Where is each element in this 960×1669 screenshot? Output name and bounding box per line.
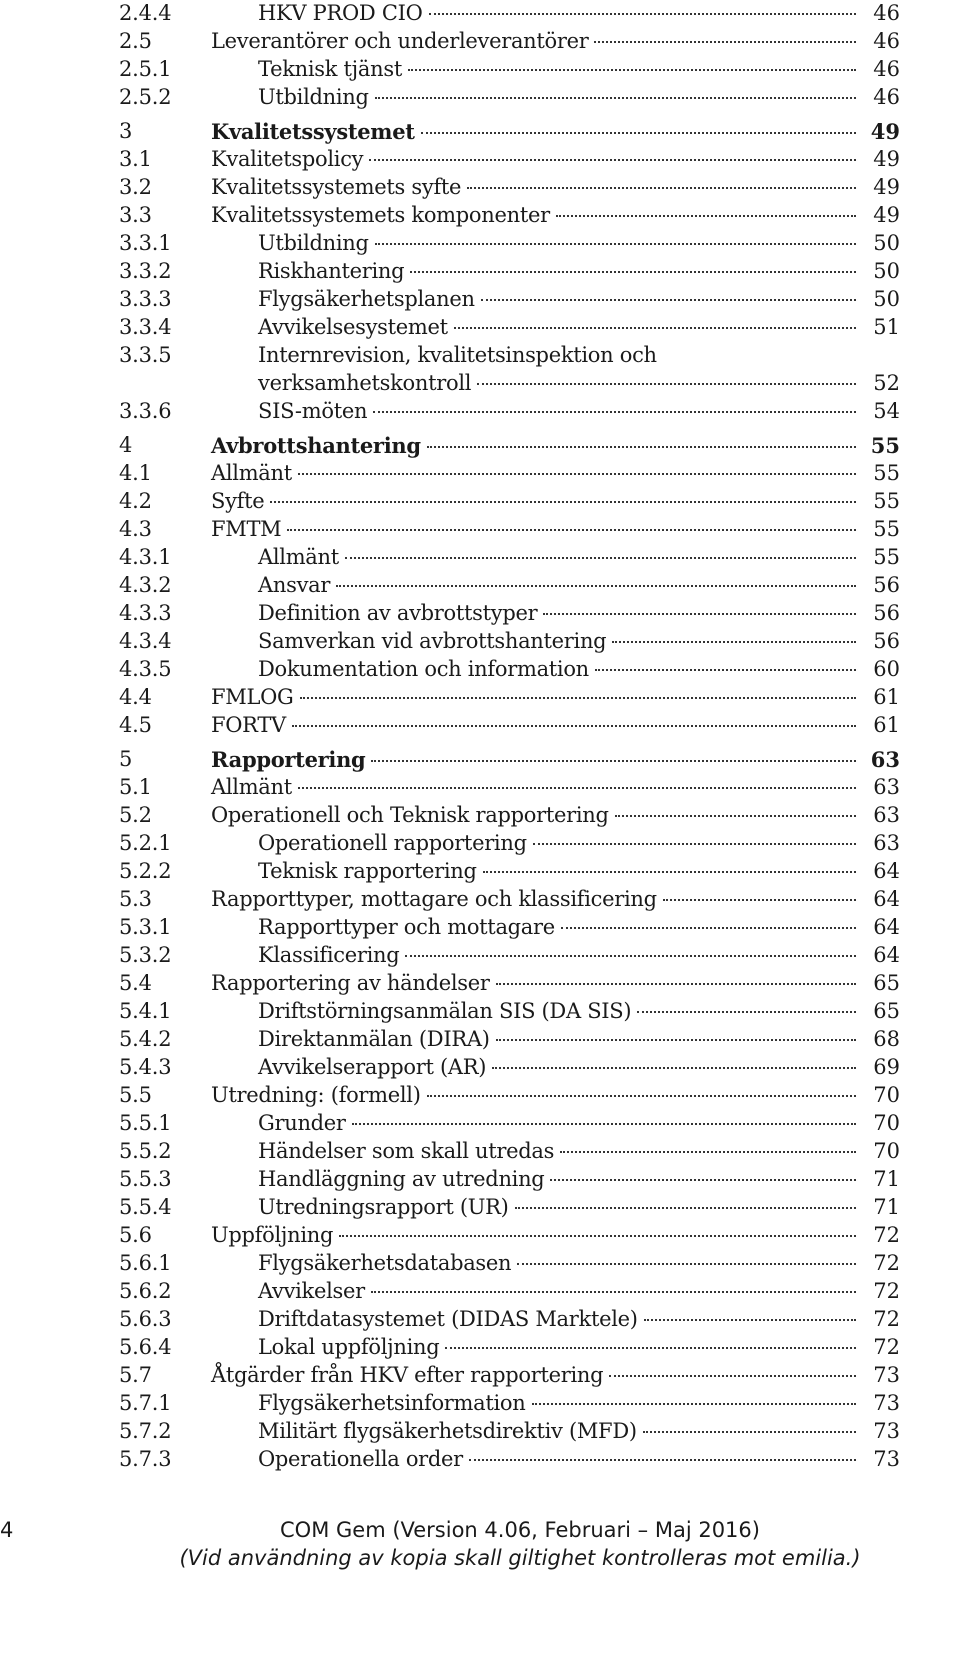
toc-entry-title: Flygsäkerhetsplanen [258, 287, 475, 311]
toc-entry[interactable] [119, 773, 900, 802]
dot-leader [550, 1179, 856, 1181]
dot-leader [371, 1291, 856, 1293]
toc-entry-number: 5.7.1 [119, 1391, 172, 1415]
toc-entry[interactable] [119, 117, 900, 146]
toc-entry-title: Direktanmälan (DIRA) [258, 1027, 490, 1051]
toc-entry[interactable] [119, 369, 900, 398]
toc-entry-title: FORTV [211, 713, 286, 737]
toc-entry-page: 46 [873, 57, 900, 81]
toc-entry[interactable] [119, 1193, 900, 1222]
toc-entry[interactable] [119, 173, 900, 202]
document-title: COM Gem (Version 4.06, Februari – Maj 2016) [280, 1518, 760, 1542]
dot-leader [643, 1431, 856, 1433]
toc-entry-page: 65 [873, 971, 900, 995]
toc-entry[interactable] [119, 341, 900, 370]
toc-entry-title: Kvalitetssystemet [211, 119, 415, 144]
toc-entry-title: Driftdatasystemet (DIDAS Marktele) [258, 1307, 638, 1331]
toc-entry-title: Allmänt [258, 545, 339, 569]
toc-entry[interactable] [119, 655, 900, 684]
toc-entry[interactable] [119, 1081, 900, 1110]
toc-entry-number: 5.3.1 [119, 915, 172, 939]
toc-entry-number: 5.7.2 [119, 1419, 172, 1443]
toc-entry-title: verksamhetskontroll [258, 371, 472, 395]
dot-leader [292, 725, 856, 727]
dot-leader [594, 41, 856, 43]
toc-entry[interactable] [119, 397, 900, 426]
toc-entry-page: 54 [873, 399, 900, 423]
toc-entry[interactable] [119, 1165, 900, 1194]
dot-leader [369, 159, 856, 161]
toc-entry-page: 69 [873, 1055, 900, 1079]
toc-entry-title: Kvalitetssystemets syfte [211, 175, 462, 199]
dot-leader [339, 1235, 856, 1237]
toc-entry-number: 4.3.3 [119, 601, 172, 625]
toc-entry-title: Allmänt [211, 461, 292, 485]
toc-entry-title: Syfte [211, 489, 265, 513]
toc-entry-title: Rapporttyper och mottagare [258, 915, 555, 939]
toc-entry-page: 56 [873, 573, 900, 597]
toc-entry-number: 2.5 [119, 29, 152, 53]
toc-entry-page: 50 [873, 287, 900, 311]
toc-entry-title: Militärt flygsäkerhetsdirektiv (MFD) [258, 1419, 637, 1443]
toc-entry-page: 72 [873, 1223, 900, 1247]
toc-entry[interactable] [119, 1025, 900, 1054]
toc-entry-number: 5.5.1 [119, 1111, 172, 1135]
dot-leader [556, 215, 856, 217]
toc-entry-page: 72 [873, 1279, 900, 1303]
toc-entry-page: 56 [873, 601, 900, 625]
toc-entry-page: 55 [873, 461, 900, 485]
toc-entry-page: 73 [873, 1363, 900, 1387]
toc-entry-page: 52 [873, 371, 900, 395]
dot-leader [663, 899, 856, 901]
toc-entry[interactable] [119, 83, 900, 112]
toc-entry-page: 64 [873, 887, 900, 911]
toc-entry[interactable] [119, 515, 900, 544]
dot-leader [427, 1095, 856, 1097]
toc-entry-number: 2.5.2 [119, 85, 172, 109]
toc-entry[interactable] [119, 997, 900, 1026]
dot-leader [612, 641, 856, 643]
dot-leader [375, 243, 856, 245]
toc-entry[interactable] [119, 969, 900, 998]
toc-entry-title: FMTM [211, 517, 282, 541]
toc-entry[interactable] [119, 857, 900, 886]
toc-entry-number: 5 [119, 747, 133, 771]
toc-entry-number: 2.4.4 [119, 1, 172, 25]
toc-entry-number: 5.5 [119, 1083, 152, 1107]
toc-entry-number: 5.5.3 [119, 1167, 172, 1191]
toc-entry-page: 63 [873, 831, 900, 855]
toc-entry[interactable] [119, 27, 900, 56]
toc-entry-title: Handläggning av utredning [258, 1167, 545, 1191]
toc-entry-number: 5.1 [119, 775, 152, 799]
toc-entry-number: 3.3.6 [119, 399, 172, 423]
dot-leader [644, 1319, 856, 1321]
dot-leader [300, 697, 856, 699]
dot-leader [298, 473, 856, 475]
toc-entry[interactable] [119, 55, 900, 84]
dot-leader [467, 187, 856, 189]
toc-entry-number: 5.3 [119, 887, 152, 911]
toc-entry[interactable] [119, 487, 900, 516]
dot-leader [375, 97, 856, 99]
toc-entry-page: 64 [873, 915, 900, 939]
toc-entry-page: 64 [873, 943, 900, 967]
dot-leader [615, 815, 856, 817]
toc-entry-title: Samverkan vid avbrottshantering [258, 629, 607, 653]
toc-entry-page: 49 [873, 203, 900, 227]
toc-entry-number: 5.2 [119, 803, 152, 827]
toc-entry-title: Allmänt [211, 775, 292, 799]
toc-entry-page: 50 [873, 259, 900, 283]
toc-entry-title: Driftstörningsanmälan SIS (DA SIS) [258, 999, 632, 1023]
toc-entry-title: Utbildning [258, 85, 369, 109]
validity-notice: (Vid användning av kopia skall giltighet kontrolleras mot emilia.) [179, 1546, 861, 1570]
toc-entry-number: 5.6 [119, 1223, 152, 1247]
toc-entry-title: HKV PROD CIO [258, 1, 423, 25]
toc-entry-number: 5.4 [119, 971, 152, 995]
toc-entry-title: Händelser som skall utredas [258, 1139, 555, 1163]
toc-entry-number: 5.5.4 [119, 1195, 172, 1219]
dot-leader [477, 383, 856, 385]
dot-leader [517, 1263, 856, 1265]
toc-entry[interactable] [119, 0, 900, 28]
toc-entry-number: 3.1 [119, 147, 152, 171]
dot-leader [373, 411, 856, 413]
toc-entry-number: 5.6.3 [119, 1307, 172, 1331]
toc-entry-title: Klassificering [258, 943, 400, 967]
toc-entry-page: 65 [873, 999, 900, 1023]
toc-entry-page: 61 [873, 685, 900, 709]
toc-entry-page: 70 [873, 1139, 900, 1163]
toc-entry-title: Kvalitetspolicy [211, 147, 364, 171]
toc-entry-title: Flygsäkerhetsdatabasen [258, 1251, 512, 1275]
toc-entry-title: Avvikelsesystemet [258, 315, 448, 339]
toc-entry-title: Avvikelserapport (AR) [258, 1055, 487, 1079]
toc-entry[interactable] [119, 145, 900, 174]
toc-entry[interactable] [119, 829, 900, 858]
toc-entry-page: 49 [873, 147, 900, 171]
toc-entry[interactable] [119, 885, 900, 914]
toc-entry-title: Operationell och Teknisk rapportering [211, 803, 609, 827]
toc-entry[interactable] [119, 1053, 900, 1082]
dot-leader [421, 132, 856, 134]
dot-leader [496, 983, 856, 985]
toc-entry[interactable] [119, 543, 900, 572]
toc-entry-number: 5.7 [119, 1363, 152, 1387]
toc-entry-title: Grunder [258, 1111, 346, 1135]
toc-entry-title: Utbildning [258, 231, 369, 255]
toc-entry[interactable] [119, 1249, 900, 1278]
toc-entry-title: Operationell rapportering [258, 831, 527, 855]
dot-leader [287, 529, 856, 531]
dot-leader [336, 585, 856, 587]
toc-entry[interactable] [119, 313, 900, 342]
toc-entry[interactable] [119, 1445, 900, 1474]
toc-entry-page: 55 [873, 545, 900, 569]
toc-entry-title: Teknisk tjänst [258, 57, 402, 81]
dot-leader [408, 69, 856, 71]
toc-entry[interactable] [119, 431, 900, 460]
toc-entry[interactable] [119, 1221, 900, 1250]
toc-entry-number: 4.4 [119, 685, 152, 709]
toc-entry-number: 5.5.2 [119, 1139, 172, 1163]
dot-leader [533, 843, 856, 845]
toc-entry-number: 3.3.5 [119, 343, 172, 367]
dot-leader [410, 271, 856, 273]
toc-entry-page: 49 [870, 119, 900, 144]
dot-leader [483, 871, 856, 873]
toc-entry[interactable] [119, 1277, 900, 1306]
toc-entry-title: Flygsäkerhetsinformation [258, 1391, 526, 1415]
toc-entry-page: 73 [873, 1447, 900, 1471]
toc-entry-number: 3.3.2 [119, 259, 172, 283]
toc-entry[interactable] [119, 459, 900, 488]
toc-entry-number: 3.3.1 [119, 231, 172, 255]
dot-leader [454, 327, 856, 329]
toc-entry-page: 68 [873, 1027, 900, 1051]
toc-entry-number: 4.3.2 [119, 573, 172, 597]
toc-entry-number: 4 [119, 433, 133, 457]
toc-entry[interactable] [119, 1137, 900, 1166]
toc-entry-number: 4.3.4 [119, 629, 172, 653]
toc-entry-number: 3.3.4 [119, 315, 172, 339]
toc-entry-page: 50 [873, 231, 900, 255]
dot-leader [345, 557, 856, 559]
toc-entry-title: Rapportering av händelser [211, 971, 490, 995]
toc-entry[interactable] [119, 285, 900, 314]
toc-entry[interactable] [119, 1109, 900, 1138]
toc-entry-title: Rapporttyper, mottagare och klassificering [211, 887, 657, 911]
toc-entry-title: SIS-möten [258, 399, 368, 423]
toc-entry-title: Avbrottshantering [211, 433, 421, 458]
toc-entry-number: 4.1 [119, 461, 152, 485]
toc-entry-page: 71 [873, 1167, 900, 1191]
dot-leader [543, 613, 856, 615]
toc-entry[interactable] [119, 1305, 900, 1334]
toc-entry-page: 55 [873, 489, 900, 513]
toc-entry-page: 72 [873, 1307, 900, 1331]
toc-entry-page: 70 [873, 1083, 900, 1107]
toc-entry-title: Riskhantering [258, 259, 405, 283]
dot-leader [298, 787, 856, 789]
toc-entry-page: 73 [873, 1419, 900, 1443]
toc-entry-title: Dokumentation och information [258, 657, 589, 681]
toc-entry-number: 3.3 [119, 203, 152, 227]
toc-entry-title: Utredningsrapport (UR) [258, 1195, 509, 1219]
toc-entry-title: Lokal uppföljning [258, 1335, 440, 1359]
toc-entry-title: Uppföljning [211, 1223, 334, 1247]
toc-entry-number: 2.5.1 [119, 57, 172, 81]
dot-leader [481, 299, 856, 301]
dot-leader [532, 1403, 856, 1405]
toc-entry[interactable] [119, 801, 900, 830]
toc-entry-page: 72 [873, 1335, 900, 1359]
toc-entry-page: 55 [870, 433, 900, 458]
toc-entry-number: 4.2 [119, 489, 152, 513]
toc-entry-number: 3 [119, 119, 133, 143]
toc-entry-number: 4.3.1 [119, 545, 172, 569]
dot-leader [515, 1207, 856, 1209]
toc-entry-page: 73 [873, 1391, 900, 1415]
toc-entry-page: 63 [870, 747, 900, 772]
dot-leader [561, 927, 856, 929]
toc-entry[interactable] [119, 1361, 900, 1390]
toc-entry-number: 5.4.2 [119, 1027, 172, 1051]
toc-entry[interactable] [119, 599, 900, 628]
toc-entry-page: 46 [873, 1, 900, 25]
dot-leader [469, 1459, 856, 1461]
toc-entry-title: Internrevision, kvalitetsinspektion och [258, 343, 657, 367]
toc-entry-number: 5.2.1 [119, 831, 172, 855]
toc-entry-title: Operationella order [258, 1447, 463, 1471]
toc-entry-title: Teknisk rapportering [258, 859, 477, 883]
toc-entry-number: 5.7.3 [119, 1447, 172, 1471]
toc-entry-number: 5.4.3 [119, 1055, 172, 1079]
toc-entry-number: 5.3.2 [119, 943, 172, 967]
toc-entry-number: 4.5 [119, 713, 152, 737]
toc-entry-number: 5.4.1 [119, 999, 172, 1023]
toc-entry-number: 4.3 [119, 517, 152, 541]
toc-entry-title: Definition av avbrottstyper [258, 601, 538, 625]
toc-entry[interactable] [119, 745, 900, 774]
toc-entry-title: Leverantörer och underleverantörer [211, 29, 589, 53]
toc-entry-page: 49 [873, 175, 900, 199]
toc-entry[interactable] [119, 1389, 900, 1418]
toc-entry[interactable] [119, 1333, 900, 1362]
toc-entry-title: Ansvar [258, 573, 331, 597]
dot-leader [445, 1347, 856, 1349]
toc-entry-number: 5.6.1 [119, 1251, 172, 1275]
toc-entry-page: 70 [873, 1111, 900, 1135]
dot-leader [429, 13, 857, 15]
toc-entry-page: 72 [873, 1251, 900, 1275]
toc-entry-number: 3.3.3 [119, 287, 172, 311]
toc-entry-number: 4.3.5 [119, 657, 172, 681]
toc-entry-page: 51 [873, 315, 900, 339]
toc-entry-title: Rapportering [211, 747, 366, 772]
dot-leader [352, 1123, 856, 1125]
toc-entry-number: 5.6.4 [119, 1335, 172, 1359]
dot-leader [405, 955, 856, 957]
toc-entry-title: FMLOG [211, 685, 294, 709]
toc-entry-page: 46 [873, 85, 900, 109]
toc-entry[interactable] [119, 571, 900, 600]
toc-entry-page: 71 [873, 1195, 900, 1219]
dot-leader [371, 760, 856, 762]
toc-entry-page: 55 [873, 517, 900, 541]
toc-entry-page: 60 [873, 657, 900, 681]
dot-leader [560, 1151, 856, 1153]
toc-entry-title: Avvikelser [258, 1279, 365, 1303]
toc-entry-number: 5.2.2 [119, 859, 172, 883]
toc-entry-title: Åtgärder från HKV efter rapportering [211, 1363, 604, 1387]
toc-entry[interactable] [119, 1417, 900, 1446]
dot-leader [637, 1011, 856, 1013]
dot-leader [595, 669, 856, 671]
toc-entry-page: 61 [873, 713, 900, 737]
toc-entry-number: 3.2 [119, 175, 152, 199]
toc-entry[interactable] [119, 711, 900, 740]
page-number: 4 [0, 1518, 14, 1542]
toc-entry[interactable] [119, 627, 900, 656]
toc-entry[interactable] [119, 913, 900, 942]
toc-entry-page: 46 [873, 29, 900, 53]
toc-entry-page: 64 [873, 859, 900, 883]
toc-entry[interactable] [119, 941, 900, 970]
dot-leader [270, 501, 856, 503]
toc-entry[interactable] [119, 201, 900, 230]
toc-entry[interactable] [119, 229, 900, 258]
toc-entry-number: 5.6.2 [119, 1279, 172, 1303]
dot-leader [427, 446, 856, 448]
toc-entry-title: Kvalitetssystemets komponenter [211, 203, 550, 227]
toc-entry[interactable] [119, 683, 900, 712]
toc-entry-page: 56 [873, 629, 900, 653]
dot-leader [496, 1039, 856, 1041]
toc-entry-title: Utredning: (formell) [211, 1083, 421, 1107]
toc-entry-page: 63 [873, 775, 900, 799]
dot-leader [492, 1067, 856, 1069]
dot-leader [609, 1375, 856, 1377]
toc-entry-page: 63 [873, 803, 900, 827]
toc-entry[interactable] [119, 257, 900, 286]
